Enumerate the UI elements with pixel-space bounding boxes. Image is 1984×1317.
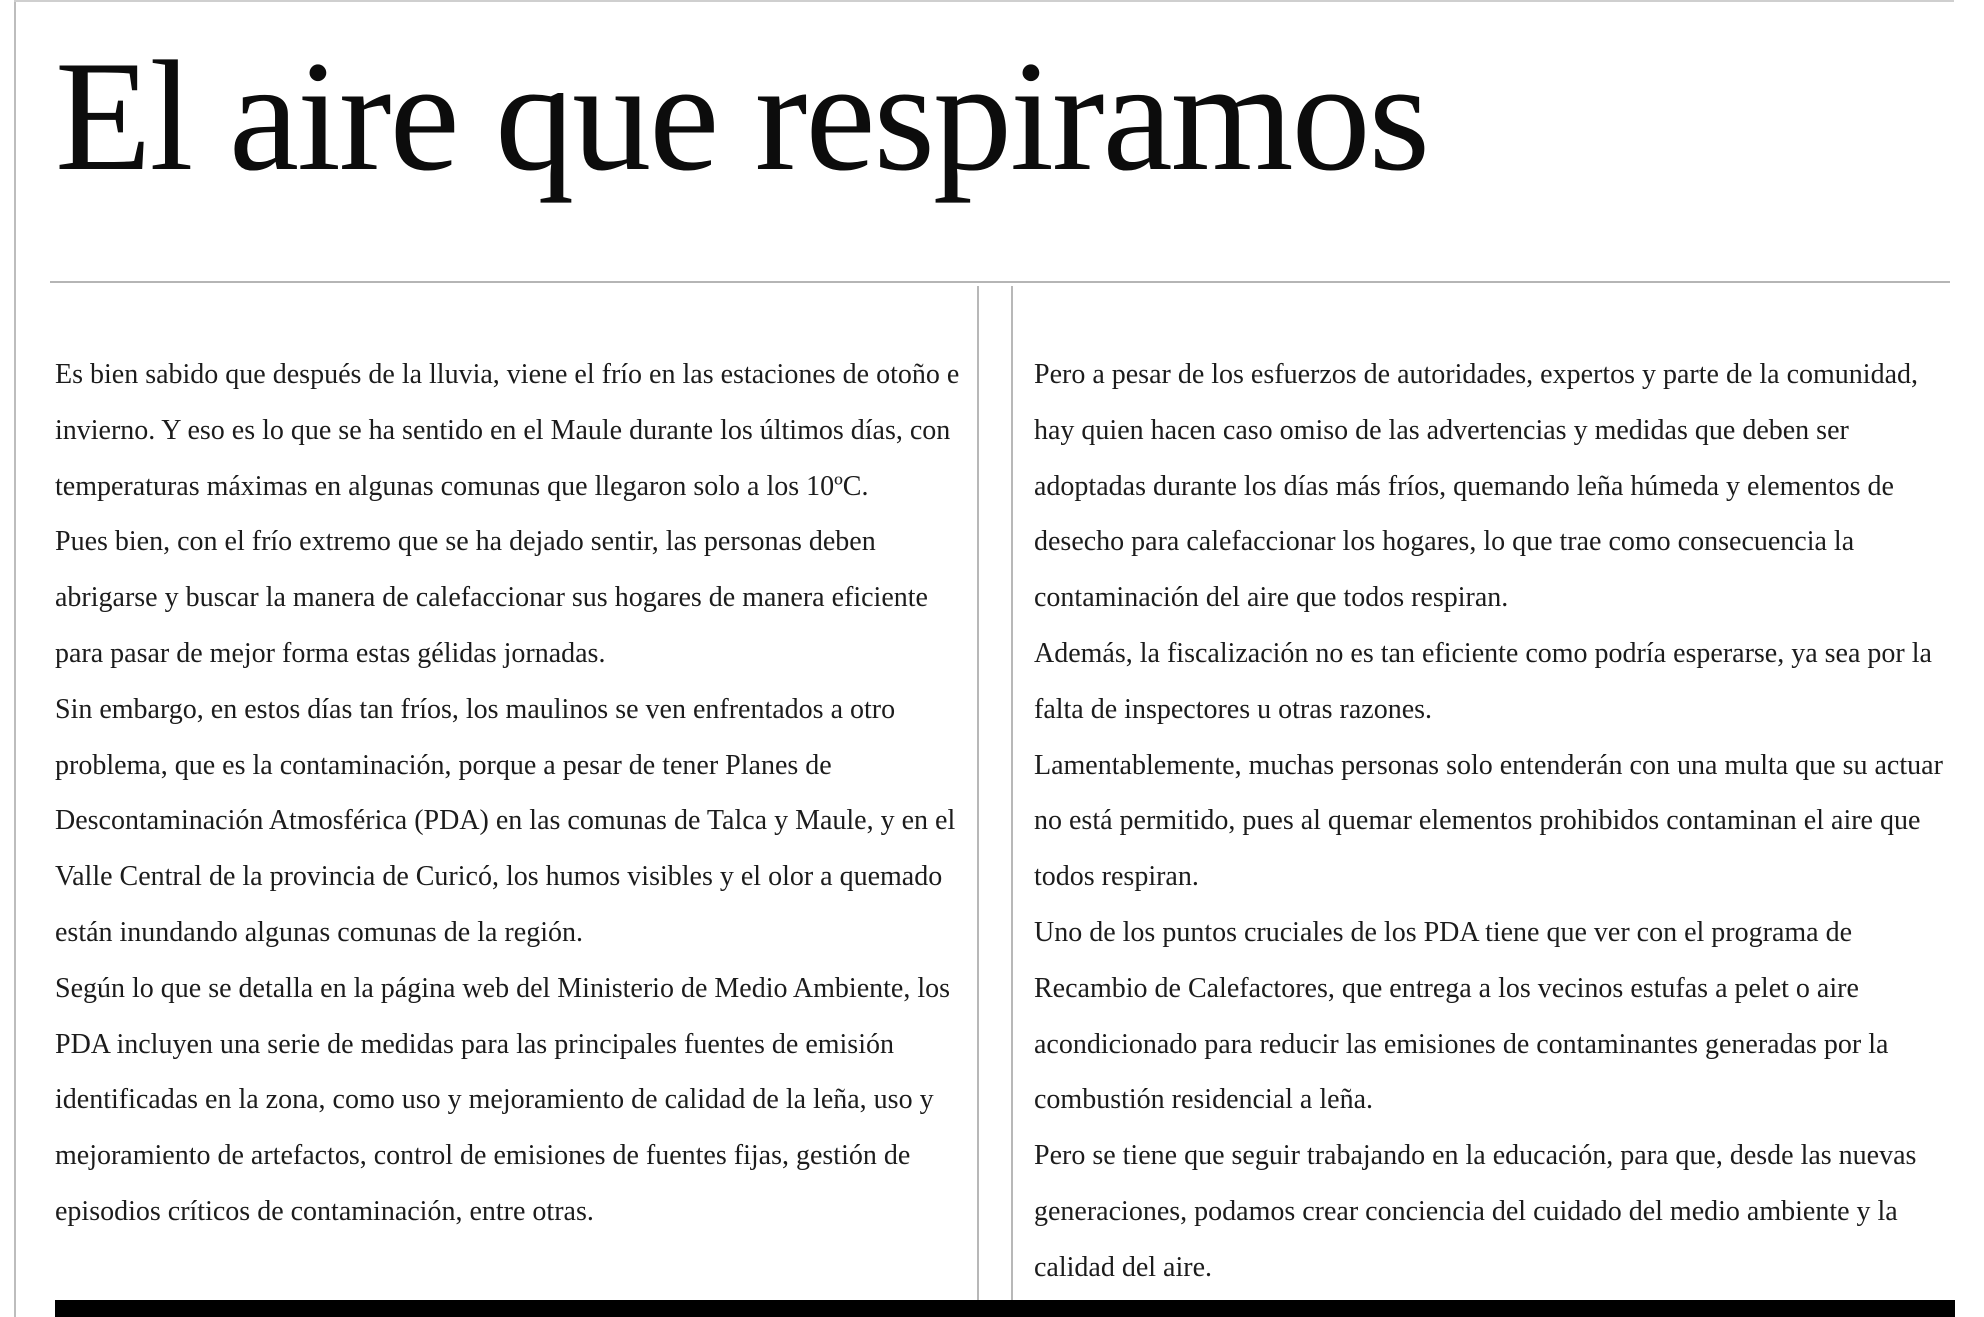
column-divider-right [1011, 286, 1013, 1300]
paragraph: Pero a pesar de los esfuerzos de autoridades, expertos y parte de la comunidad, hay quien hacen caso omiso de las advertencias y medidas que deben ser adoptadas durante los días más fríos, quemando leña húmeda y elementos de desecho para calefaccionar los hogares, lo que trae como consecuencia la contaminación del aire que todos respiran. [1034, 359, 1919, 614]
column-divider-left [977, 286, 979, 1300]
paragraph: Es bien sabido que después de la lluvia, viene el frío en las estaciones de otoño e invierno. Y eso es lo que se ha sentido en el Maule durante los últimos días, con temperaturas máximas en algunas comunas que llegaron solo a los 10ºC. [55, 359, 960, 502]
paragraph: Lamentablemente, muchas personas solo entenderán con una multa que su actuar no está permitido, pues al quemar elementos prohibidos contaminan el aire que todos respiran. [1034, 749, 1943, 893]
article-headline: El aire que respiramos [55, 29, 1429, 204]
article-column-right [1034, 347, 1959, 1296]
paragraph: Pero se tiene que seguir trabajando en la educación, para que, desde las nuevas generaciones, podamos crear conciencia del cuidado del medio ambiente y la calidad del aire. [1034, 1140, 1917, 1283]
headline-divider [50, 281, 1950, 283]
page-border-top [14, 0, 1954, 2]
paragraph: Sin embargo, en estos días tan fríos, los maulinos se ven enfrentados a otro problema, que es la contaminación, porque a pesar de tener Planes de Descontaminación Atmosférica (PDA) en las comunas de Talca y Maule, y en el Valle Central de la provincia de Curicó, los humos visibles y el olor a quemado están inundando algunas comunas de la región. [55, 693, 956, 948]
paragraph: Uno de los puntos cruciales de los PDA tiene que ver con el programa de Recambio de Calefactores, que entrega a los vecinos estufas a pelet o aire acondicionado para reducir las emisiones de contaminantes generadas por la combustión residencial a leña. [1034, 916, 1889, 1116]
page-border-left [14, 0, 16, 1317]
article-column-left [55, 347, 970, 1240]
paragraph: Además, la fiscalización no es tan eficiente como podría esperarse, ya sea por la falta de inspectores u otras razones. [1034, 637, 1932, 725]
footer-bar [55, 1300, 1955, 1317]
paragraph: Pues bien, con el frío extremo que se ha dejado sentir, las personas deben abrigarse y buscar la manera de calefaccionar sus hogares de manera eficiente para pasar de mejor forma estas gélidas jornadas. [55, 526, 928, 669]
paragraph: Según lo que se detalla en la página web del Ministerio de Medio Ambiente, los PDA incluyen una serie de medidas para las principales fuentes de emisión identificadas en la zona, como uso y mejoramiento de calidad de la leña, uso y mejoramiento de artefactos, control de emisiones de fuentes fijas, gestión de episodios críticos de contaminación, entre otras. [55, 972, 951, 1227]
